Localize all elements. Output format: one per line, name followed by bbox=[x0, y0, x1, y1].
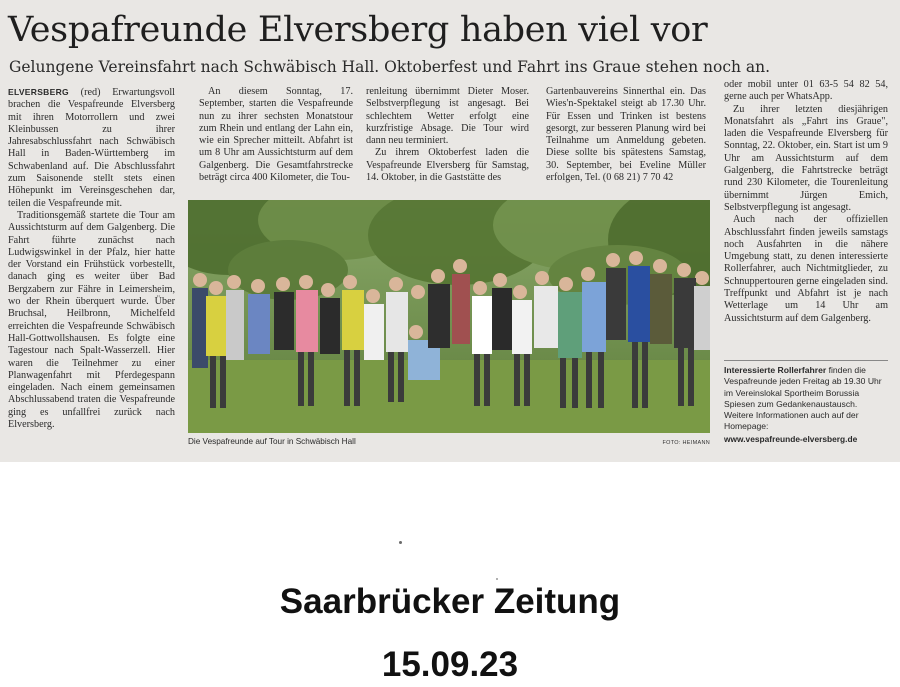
article-headline: Vespafreunde Elversberg haben viel vor bbox=[8, 10, 708, 50]
info-box-title: Interessierte Rollerfahrer bbox=[724, 365, 827, 375]
dateline: ELVERSBERG bbox=[8, 87, 69, 97]
article-column-2 bbox=[199, 86, 353, 184]
column-2-paragraph-1: An diesem Sonntag, 17. September, starten die Vespafreunde nun zu ihrer sechsten Monatstour zum Rhein und entlang der Lahn ein, wie ein Sprecher mitteilt. Abfahrt ist um 8 Uhr am Aussichtsturm auf dem Galgenberg. Die Gesamtfahrstrecke beträgt circa 400 Kilometer, die Tou- bbox=[199, 86, 353, 184]
column-1-paragraph-1 bbox=[8, 86, 175, 210]
homepage-link[interactable]: www.vespafreunde-elversberg.de bbox=[724, 433, 858, 444]
column-1-paragraph-1-text: (red) Erwartungsvoll brachen die Vespafreunde Elversberg mit ihren Motorrollern und zwei Kleinbussen zu ihrer Jahresabschlussfahrt nach Schwäbisch Hall in Baden-Württemberg im Schwabenland auf. Die Abschlussfahrt zum Saisonende stellt stets einen Höhepunkt im Vereinsgeschehen dar, teilen die Vespafreunde mit. bbox=[8, 87, 176, 209]
photo-caption: Die Vespafreunde auf Tour in Schwäbisch Hall bbox=[188, 437, 356, 446]
newspaper-name: Saarbrücker Zeitung bbox=[279, 582, 621, 621]
article-subheadline: Gelungene Vereinsfahrt nach Schwäbisch Hall. Oktoberfest und Fahrt ins Graue stehen noch an. bbox=[9, 58, 771, 76]
group-photo bbox=[188, 200, 710, 433]
column-5-paragraph-1: oder mobil unter 01 63-5 54 82 54, gerne auch per WhatsApp. bbox=[724, 79, 888, 103]
column-5-paragraph-3: Auch nach der offiziellen Abschlussfahrt finden jeweils samstags noch Ausfahrten in die nähere Umgebung statt, zu denen interessierte Rollerfahrer, auch Nichtmitglieder, zu Schnuppertouren gerne eingeladen sind. Treffpunkt und Abfahrt ist je nach Wetterlage um 14 Uhr am Aussichtsturm auf dem Galgenberg. bbox=[724, 214, 888, 324]
article-column-5 bbox=[724, 79, 888, 325]
column-1-paragraph-2: Traditionsgemäß startete die Tour am Aussichtsturm auf dem Galgenberg. Die Fahrt führte zunächst nach Ludwigswinkel in der Pfalz, hier hatte der Vorstand ein Frühstück vorbestellt, danach ging es weiter über Bad Bergzabern zur Fähre in Leimersheim, wo der Rhein überquert wurde. Über Bruchsal, Heilbronn, Michelfeld erreichten die Vespafreunde Schwäbisch Hall-Gottwollshausen. Es folgte eine Tagestour nach Spalt-Wasserzell. Hier waren die Teilnehmer zu einer Planwagenfahrt mit Pferdegespann eingeladen. Nach einem gemeinsamen Abschlussabend traten die Vespafreunde ging es unfallfrei zurück nach Elversberg. bbox=[8, 209, 175, 431]
column-4-paragraph-1: Gartenbauvereins Sinnerthal ein. Das Wies'n-Spektakel steigt ab 17.30 Uhr. Für Essen und Trinken ist bestens gesorgt, zur besseren Planung wird bei Teilnahme um Anmeldung gebeten. Diese sollte bis spätestens Samstag, 30. September, bei Eveline Müller erfolgen, Tel. (0 68 21) 7 70 42 bbox=[546, 86, 706, 184]
column-3-paragraph-2: Zu ihrem Oktoberfest laden die Vespafreunde Elversberg für Samstag, 14. Oktober, in die Gaststätte des bbox=[366, 147, 529, 184]
article-column-1 bbox=[8, 86, 175, 431]
article-column-4 bbox=[546, 86, 706, 184]
photo-credit: FOTO: HEIMANN bbox=[662, 440, 710, 446]
publication-date: 15.09.23 bbox=[381, 645, 519, 684]
column-3-paragraph-1: renleitung übernimmt Dieter Moser. Selbstverpflegung ist angesagt. Bei schlechtem Wetter erfolgt eine kurzfristige Absage. Die Tour wird dann neu terminiert. bbox=[366, 86, 529, 147]
info-box-text: finden die Vespafreunde jeden Freitag ab 19.30 Uhr im Vereinslokal Sportheim Borussia Spiesen zum Gedankenaustausch. Weitere Informationen auch auf der Homepage: bbox=[724, 365, 882, 432]
scan-speck bbox=[399, 541, 402, 544]
group-photo-illustration bbox=[188, 200, 710, 433]
info-box bbox=[724, 360, 888, 445]
article-column-3 bbox=[366, 86, 529, 184]
column-5-paragraph-2: Zu ihrer letzten diesjährigen Monatsfahrt als „Fahrt ins Graue", laden die Vespafreunde Elversberg für Sonntag, 22. Oktober, ein. Start ist um 9 Uhr am Aussichtsturm auf dem Galgenberg, die Fahrtstrecke beträgt rund 230 Kilometer, die Tourenleitung übernimmt Jürgen Emich, Selbstverpflegung ist angesagt. bbox=[724, 103, 888, 213]
